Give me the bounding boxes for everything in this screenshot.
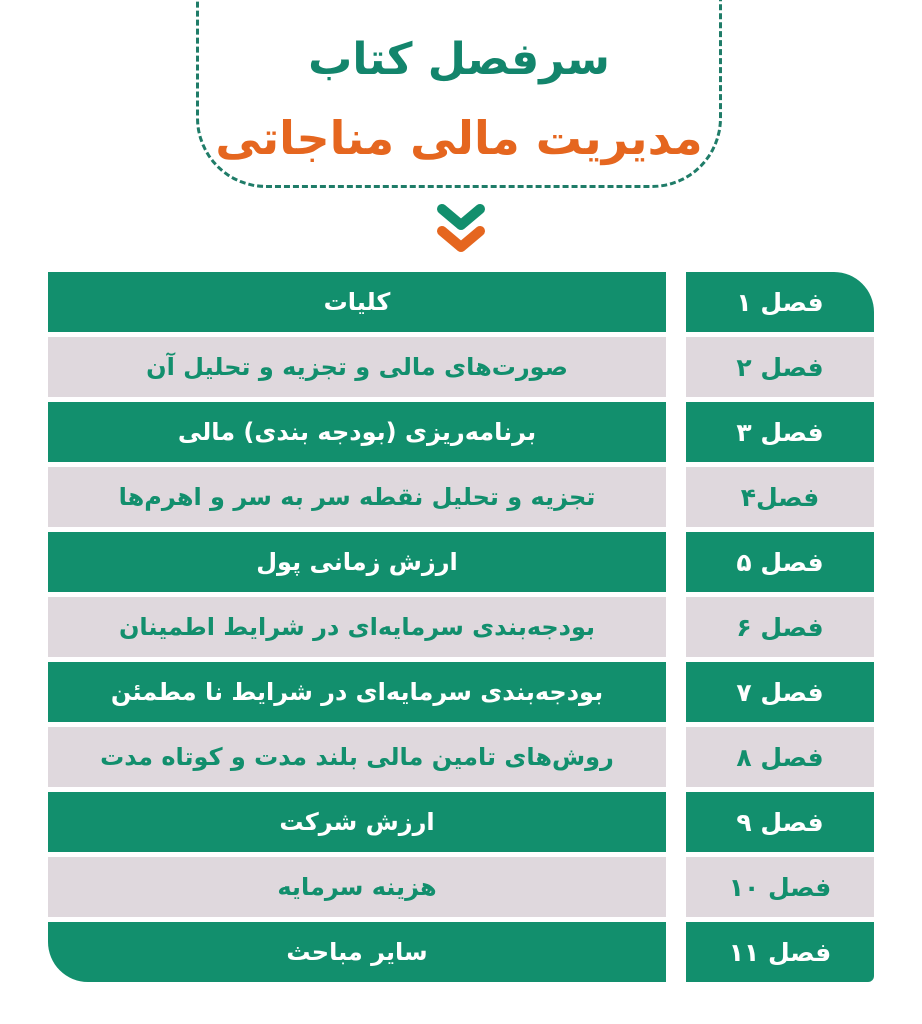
chapters-table: [48, 272, 874, 982]
double-chevron-down-icon: [436, 203, 486, 259]
chapter-topic: ارزش زمانی پول: [48, 532, 666, 592]
chapter-topic: تجزیه و تحلیل نقطه سر به سر و اهرم‌ها: [48, 467, 666, 527]
table-row: [48, 857, 874, 917]
table-row: [48, 532, 874, 592]
page-title: سرفصل کتاب: [308, 34, 610, 85]
chapter-topic: بودجه‌بندی سرمایه‌ای در شرایط اطمینان: [48, 597, 666, 657]
chapter-number: فصل ۱۱: [686, 922, 874, 982]
book-title: مدیریت مالی مناجاتی: [215, 111, 703, 165]
table-row: [48, 727, 874, 787]
table-row: [48, 402, 874, 462]
chapter-number: فصل ۸: [686, 727, 874, 787]
chapter-topic: بودجه‌بندی سرمایه‌ای در شرایط نا مطمئن: [48, 662, 666, 722]
table-row: [48, 272, 874, 332]
chapter-topic: برنامه‌ریزی (بودجه بندی) مالی: [48, 402, 666, 462]
table-row: [48, 467, 874, 527]
chapter-topic: صورت‌های مالی و تجزیه و تحلیل آن: [48, 337, 666, 397]
chapter-number: فصل ۳: [686, 402, 874, 462]
chapter-number: فصل ۵: [686, 532, 874, 592]
chapter-topic: هزینه سرمایه: [48, 857, 666, 917]
table-row: [48, 922, 874, 982]
table-row: [48, 662, 874, 722]
chapter-topic: روش‌های تامین مالی بلند مدت و کوتاه مدت: [48, 727, 666, 787]
table-row: [48, 597, 874, 657]
chapter-topic: ارزش شرکت: [48, 792, 666, 852]
chapter-number: فصل ۱۰: [686, 857, 874, 917]
chapter-number: فصل ۷: [686, 662, 874, 722]
chapter-number: فصل ۹: [686, 792, 874, 852]
chapter-number: فصل ۱: [686, 272, 874, 332]
chapter-number: فصل ۶: [686, 597, 874, 657]
chapter-topic: کلیات: [48, 272, 666, 332]
chapter-topic: سایر مباحث: [48, 922, 666, 982]
chapter-number: فصل۴: [686, 467, 874, 527]
table-row: [48, 337, 874, 397]
table-row: [48, 792, 874, 852]
chapter-number: فصل ۲: [686, 337, 874, 397]
